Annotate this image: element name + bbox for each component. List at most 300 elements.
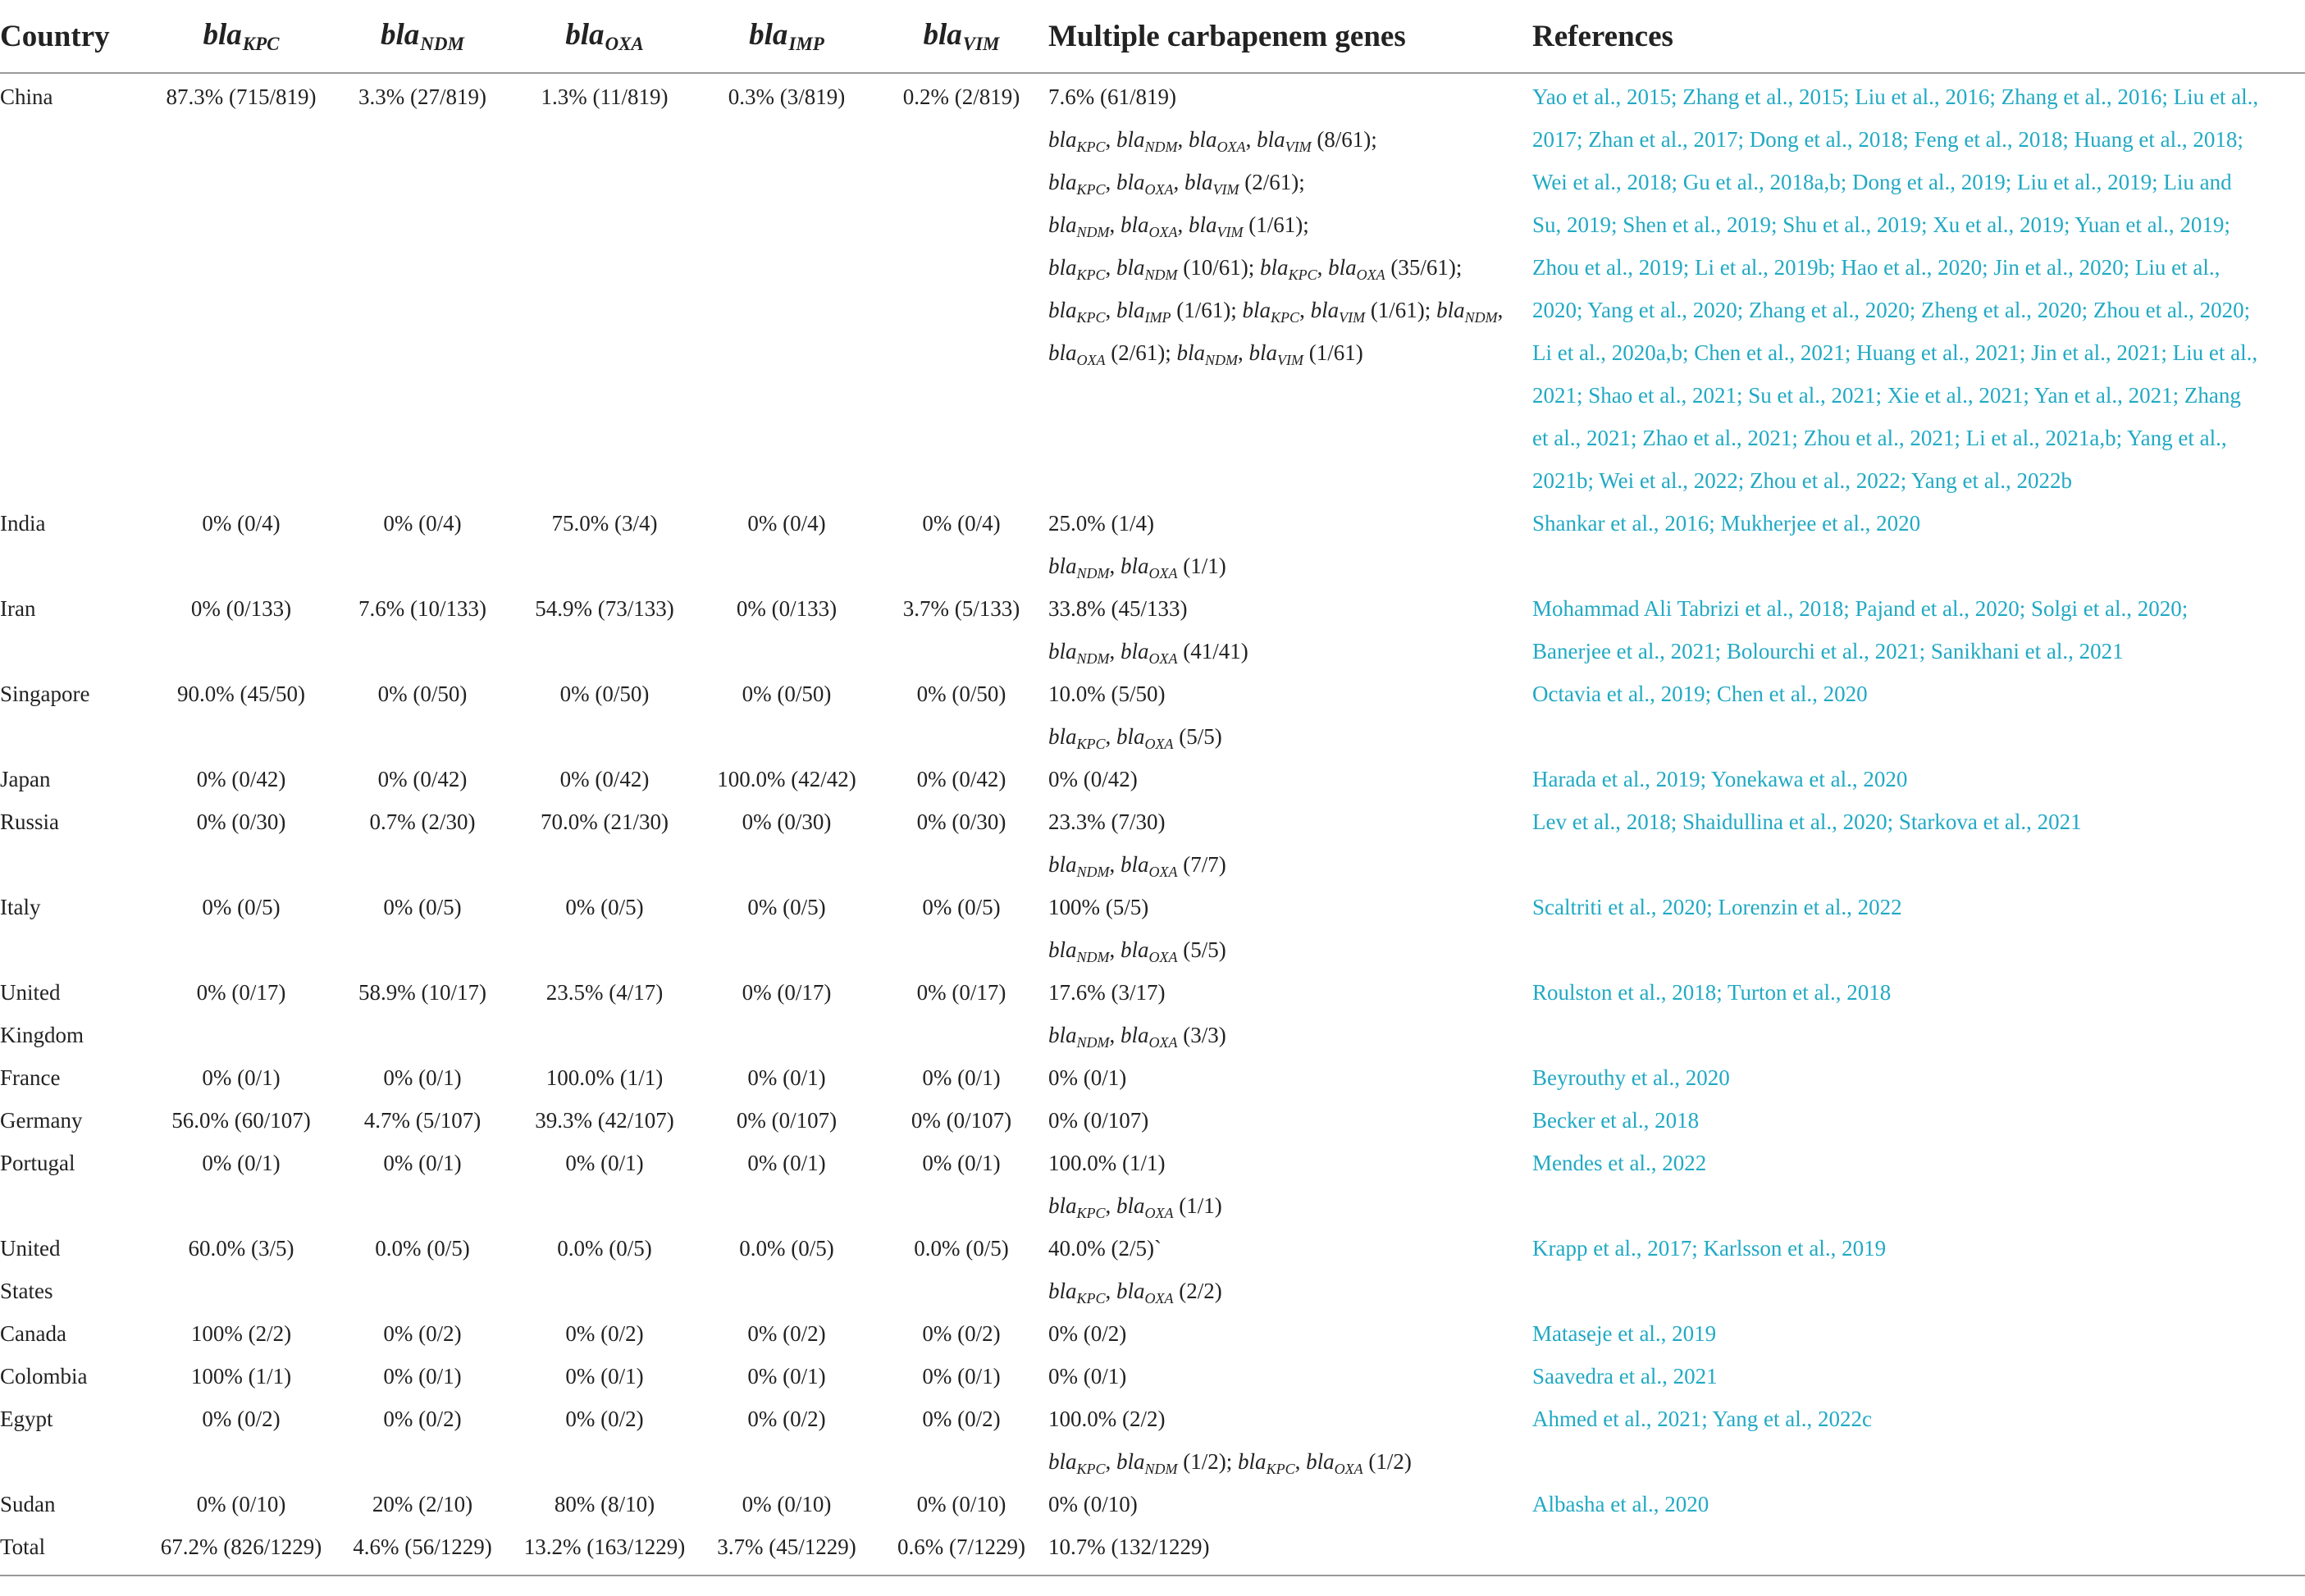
reference-link-line[interactable]: Mohammad Ali Tabrizi et al., 2018; Pajand et al., 2020; Solgi et al., 2020; xyxy=(1532,596,2189,621)
gene-subscript: VIM xyxy=(1216,224,1244,240)
country-name-line: United xyxy=(0,980,61,1005)
gene-name xyxy=(1238,1449,1295,1477)
bla-oxa-value: 23.5% (4/17) xyxy=(545,980,664,1005)
gene-combination-line xyxy=(1048,1014,1532,1056)
combo-separator-text: , xyxy=(1105,127,1117,152)
gene-combination-line xyxy=(1048,545,1532,587)
country-cell xyxy=(0,1099,148,1142)
gene-combination-line xyxy=(1048,1270,1532,1312)
bla-ndm-value: 0% (0/2) xyxy=(383,1407,462,1431)
bla-ndm-value: 0.0% (0/5) xyxy=(375,1236,470,1261)
gene-subscript: NDM xyxy=(1076,949,1110,965)
reference-link-line[interactable]: Albasha et al., 2020 xyxy=(1532,1492,1709,1516)
bla-vim-value: 0% (0/10) xyxy=(916,1492,1006,1516)
gene-prefix: bla xyxy=(1306,1449,1335,1474)
multiple-genes-summary: 0% (0/1) xyxy=(1048,1364,1127,1389)
country-name-line: Portugal xyxy=(0,1151,75,1175)
references-cell xyxy=(1532,758,2305,800)
combo-separator-text: , xyxy=(1177,127,1189,152)
multiple-genes-summary: 100% (5/5) xyxy=(1048,895,1149,919)
reference-link-line[interactable]: Octavia et al., 2019; Chen et al., 2020 xyxy=(1532,682,1868,706)
gene-subscript: VIM xyxy=(1339,309,1366,326)
combo-separator-text: (2/61); xyxy=(1239,170,1305,194)
bla-vim-value: 0% (0/50) xyxy=(916,682,1006,706)
combo-separator-text: , xyxy=(1105,1193,1117,1218)
bla-kpc-value: 100% (1/1) xyxy=(190,1364,292,1389)
reference-link-line[interactable]: Ahmed et al., 2021; Yang et al., 2022c xyxy=(1532,1407,1872,1431)
multiple-genes-cell xyxy=(1048,1525,1532,1575)
references-cell xyxy=(1532,971,2305,1056)
multiple-genes-summary: 0% (0/2) xyxy=(1048,1321,1127,1346)
gene-prefix: bla xyxy=(1116,1193,1145,1218)
gene-subscript: NDM xyxy=(1144,139,1178,155)
country-cell xyxy=(0,1398,148,1483)
reference-link-line[interactable]: Scaltriti et al., 2020; Lorenzin et al., 2022 xyxy=(1532,895,1902,919)
multiple-genes-summary: 0% (0/10) xyxy=(1048,1492,1138,1516)
multiple-genes-summary: 7.6% (61/819) xyxy=(1048,84,1176,109)
combo-separator-text: , xyxy=(1105,298,1117,322)
header-bla-kpc: blaKPC xyxy=(148,0,335,73)
bla-imp-value: 0.0% (0/5) xyxy=(739,1236,834,1261)
multiple-genes-summary: 33.8% (45/133) xyxy=(1048,596,1188,621)
gene-subscript: OXA xyxy=(1076,352,1106,368)
combo-separator-text: (7/7) xyxy=(1177,852,1226,877)
gene-subscript: OXA xyxy=(1148,1034,1178,1051)
gene-prefix: bla xyxy=(1257,127,1285,152)
multiple-genes-summary: 10.7% (132/1229) xyxy=(1048,1534,1210,1559)
bla-ndm-value: 0% (0/1) xyxy=(383,1364,462,1389)
table-row xyxy=(0,1398,2305,1483)
bla-kpc-value: 0% (0/42) xyxy=(196,767,286,791)
gene-prefix: bla xyxy=(1048,170,1077,194)
multiple-genes-cell xyxy=(1048,1483,1532,1525)
gene-name xyxy=(1328,255,1385,283)
gene-prefix: bla xyxy=(1048,1449,1077,1474)
table-body xyxy=(0,73,2305,1575)
gene-subscript: NDM xyxy=(1144,267,1178,283)
country-cell xyxy=(0,73,148,502)
combo-separator-text: , xyxy=(1299,298,1311,322)
gene-subscript: VIM xyxy=(1212,181,1239,198)
gene-prefix: bla xyxy=(1048,212,1077,237)
combo-separator-text: (5/5) xyxy=(1173,724,1222,749)
country-cell xyxy=(0,502,148,587)
gene-name xyxy=(1436,298,1498,326)
country-name-line: Canada xyxy=(0,1321,66,1346)
header-bla-oxa: blaOXA xyxy=(510,0,699,73)
bla-kpc-value: 0% (0/17) xyxy=(196,980,286,1005)
country-cell xyxy=(0,886,148,971)
combo-separator-text: (41/41) xyxy=(1177,639,1248,663)
multiple-genes-summary: 23.3% (7/30) xyxy=(1048,809,1166,834)
reference-link-line[interactable]: 2021b; Wei et al., 2022; Zhou et al., 2022; Yang et al., 2022b xyxy=(1532,468,2073,493)
table-row xyxy=(0,1099,2305,1142)
reference-link-line[interactable]: Krapp et al., 2017; Karlsson et al., 2019 xyxy=(1532,1236,1887,1261)
references-cell xyxy=(1532,1142,2305,1227)
bla-vim-value: 0% (0/107) xyxy=(911,1108,1012,1133)
combo-separator-text: (3/3) xyxy=(1177,1023,1226,1047)
bla-oxa-value: 39.3% (42/107) xyxy=(535,1108,674,1133)
reference-link-line[interactable]: Shankar et al., 2016; Mukherjee et al., 2020 xyxy=(1532,511,1921,536)
gene-prefix: bla xyxy=(1184,170,1213,194)
bla-vim-value: 0% (0/5) xyxy=(922,895,1001,919)
bla-kpc-value: 67.2% (826/1229) xyxy=(148,1525,335,1575)
bla-imp-value: 100.0% (42/42) xyxy=(717,767,856,791)
bla-ndm-value: 58.9% (10/17) xyxy=(358,980,486,1005)
gene-subscript: VIM xyxy=(1285,139,1312,155)
combo-separator-text: (35/61); xyxy=(1385,255,1463,280)
bla-oxa-value: 0% (0/1) xyxy=(565,1151,644,1175)
gene-subscript: KPC xyxy=(1076,181,1106,198)
references-cell xyxy=(1532,1483,2305,1525)
reference-link-line[interactable]: Saavedra et al., 2021 xyxy=(1532,1364,1718,1389)
gene-name xyxy=(1048,724,1106,752)
combo-separator-text: , xyxy=(1105,1279,1117,1303)
bla-kpc-value: 0% (0/4) xyxy=(202,511,281,536)
gene-prefix: bla xyxy=(1048,937,1077,962)
gene-prefix: bla xyxy=(1116,255,1145,280)
reference-link-line[interactable]: Roulston et al., 2018; Turton et al., 2018 xyxy=(1532,980,1892,1005)
country-name-line: United xyxy=(0,1236,61,1261)
bla-kpc-value: 0% (0/10) xyxy=(196,1492,286,1516)
reference-link-line[interactable]: Zhou et al., 2019; Li et al., 2019b; Hao et al., 2020; Jin et al., 2020; Liu et al., xyxy=(1532,255,2221,280)
references-cell xyxy=(1532,886,2305,971)
gene-prefix: bla xyxy=(1048,340,1077,365)
gene-prefix: bla xyxy=(1121,937,1149,962)
country-name-line: Singapore xyxy=(0,682,90,706)
gene-combination-line xyxy=(1048,161,1532,203)
bla-vim-value: 0.2% (2/819) xyxy=(902,84,1020,109)
reference-link-line[interactable]: Beyrouthy et al., 2020 xyxy=(1532,1065,1730,1090)
gene-subscript: KPC xyxy=(1076,267,1106,283)
gene-name xyxy=(1048,255,1106,283)
bla-oxa-value: 0% (0/5) xyxy=(565,895,644,919)
gene-prefix: bla xyxy=(1048,255,1077,280)
gene-name xyxy=(1048,1449,1106,1477)
gene-name xyxy=(1116,298,1171,326)
gene-name xyxy=(1121,639,1178,667)
gene-prefix: bla xyxy=(1248,340,1278,365)
gene-name xyxy=(1116,127,1178,155)
gene-subscript: NDM xyxy=(1205,352,1239,368)
multiple-genes-cell xyxy=(1048,1227,1532,1312)
combo-separator-text: (1/1) xyxy=(1173,1193,1222,1218)
combo-separator-text: , xyxy=(1105,724,1117,749)
bla-oxa-value: 54.9% (73/133) xyxy=(535,596,674,621)
bla-imp-value: 0% (0/1) xyxy=(747,1065,826,1090)
country-cell xyxy=(0,1227,148,1312)
bla-imp-value: 0% (0/133) xyxy=(736,596,838,621)
gene-prefix: bla xyxy=(1048,1193,1077,1218)
multiple-genes-cell xyxy=(1048,758,1532,800)
gene-name xyxy=(1189,127,1246,155)
reference-link-line[interactable]: Wei et al., 2018; Gu et al., 2018a,b; Dong et al., 2019; Liu et al., 2019; Liu and xyxy=(1532,170,2232,194)
gene-name xyxy=(1048,127,1106,155)
reference-link-line[interactable]: Yao et al., 2015; Zhang et al., 2015; Liu et al., 2016; Zhang et al., 2016; Liu et al., xyxy=(1532,84,2259,109)
combo-separator-text: , xyxy=(1238,340,1249,365)
gene-subscript: NDM xyxy=(1076,565,1110,581)
reference-link-line[interactable]: 2021; Shao et al., 2021; Su et al., 2021; Xie et al., 2021; Yan et al., 2021; Zhang xyxy=(1532,383,2241,408)
gene-name xyxy=(1116,724,1174,752)
bla-imp-value: 0% (0/2) xyxy=(747,1407,826,1431)
country-cell xyxy=(0,971,148,1056)
bla-vim-value: 0% (0/4) xyxy=(922,511,1001,536)
bla-oxa-value: 0% (0/50) xyxy=(559,682,650,706)
references-cell xyxy=(1532,1398,2305,1483)
combo-separator-text: , xyxy=(1109,1023,1121,1047)
gene-subscript: KPC xyxy=(1076,1461,1106,1477)
gene-subscript: OXA xyxy=(1356,267,1385,283)
header-row xyxy=(0,0,2305,73)
gene-prefix: bla xyxy=(1436,298,1465,322)
country-cell xyxy=(0,800,148,886)
header-bla-imp: blaIMP xyxy=(699,0,874,73)
country-name-line: Japan xyxy=(0,767,51,791)
bla-vim-value: 0% (0/1) xyxy=(922,1065,1001,1090)
gene-combination-line xyxy=(1048,1184,1532,1227)
country-name-line: States xyxy=(0,1279,53,1303)
bla-imp-value: 3.7% (45/1229) xyxy=(699,1525,874,1575)
gene-name xyxy=(1260,255,1317,283)
country-cell xyxy=(0,758,148,800)
bla-ndm-value: 0.7% (2/30) xyxy=(369,809,476,834)
gene-name xyxy=(1116,1193,1174,1221)
references-cell xyxy=(1532,800,2305,886)
combo-separator-text: , xyxy=(1109,852,1121,877)
multiple-genes-cell xyxy=(1048,673,1532,758)
gene-name xyxy=(1048,1193,1106,1221)
gene-prefix: bla xyxy=(1189,212,1217,237)
table-row xyxy=(0,886,2305,971)
gene-subscript: OXA xyxy=(1148,864,1178,880)
bla-kpc-value: 0% (0/30) xyxy=(196,809,286,834)
country-cell xyxy=(0,1056,148,1099)
table-row xyxy=(0,800,2305,886)
bla-ndm-value: 4.7% (5/107) xyxy=(363,1108,482,1133)
reference-link-line[interactable]: Becker et al., 2018 xyxy=(1532,1108,1700,1133)
gene-subscript: VIM xyxy=(1277,352,1304,368)
reference-link-line[interactable]: Mataseje et al., 2019 xyxy=(1532,1321,1717,1346)
gene-prefix: bla xyxy=(1048,298,1077,322)
gene-name xyxy=(1176,340,1239,368)
gene-combination-line xyxy=(1048,289,1532,331)
gene-subscript: KPC xyxy=(1076,1205,1106,1221)
reference-link-line[interactable]: Li et al., 2020a,b; Chen et al., 2021; Huang et al., 2021; Jin et al., 2021; Liu et al., xyxy=(1532,340,2258,365)
gene-subscript: NDM xyxy=(1076,650,1110,667)
gene-prefix: bla xyxy=(1116,298,1145,322)
country-cell xyxy=(0,1312,148,1355)
gene-prefix: bla xyxy=(1238,1449,1267,1474)
gene-name xyxy=(1116,255,1178,283)
gene-prefix: bla xyxy=(1121,212,1149,237)
bla-kpc-value: 60.0% (3/5) xyxy=(188,1236,294,1261)
gene-subscript: KPC xyxy=(1288,267,1317,283)
combo-separator-text: , xyxy=(1109,937,1121,962)
gene-name xyxy=(1116,170,1174,198)
gene-prefix: bla xyxy=(1116,724,1145,749)
bla-oxa-value: 0% (0/42) xyxy=(559,767,650,791)
gene-name xyxy=(1048,639,1110,667)
gene-name xyxy=(1048,554,1110,581)
combo-separator-text: , xyxy=(1177,212,1189,237)
combo-separator-text: (1/61); xyxy=(1171,298,1243,322)
bla-kpc-value: 0% (0/1) xyxy=(202,1065,281,1090)
gene-prefix: bla xyxy=(1260,255,1289,280)
gene-subscript: OXA xyxy=(1144,736,1174,752)
gene-prefix: bla xyxy=(1116,127,1145,152)
references-cell xyxy=(1532,587,2305,673)
gene-subscript: OXA xyxy=(1148,565,1178,581)
gene-subscript: KPC xyxy=(1076,1290,1106,1306)
gene-name xyxy=(1306,1449,1363,1477)
bla-imp-value: 0% (0/5) xyxy=(747,895,826,919)
combo-separator-text: , xyxy=(1109,639,1121,663)
gene-combination-line xyxy=(1048,118,1532,161)
bla-vim-value: 0% (0/42) xyxy=(916,767,1006,791)
country-name-line: Egypt xyxy=(0,1407,53,1431)
gene-subscript: NDM xyxy=(1076,224,1110,240)
bla-ndm-value: 0% (0/50) xyxy=(377,682,468,706)
country-name-line: France xyxy=(0,1065,61,1090)
table-row xyxy=(0,971,2305,1056)
combo-separator-text: (1/61) xyxy=(1303,340,1363,365)
gene-prefix: bla xyxy=(1121,639,1149,663)
multiple-genes-cell xyxy=(1048,1099,1532,1142)
bla-ndm-value: 7.6% (10/133) xyxy=(358,596,486,621)
combo-separator-text: (1/61); xyxy=(1365,298,1437,322)
gene-prefix: bla xyxy=(1242,298,1271,322)
bla-imp-value: 0% (0/17) xyxy=(742,980,832,1005)
reference-link-line[interactable]: 2020; Yang et al., 2020; Zhang et al., 2020; Zheng et al., 2020; Zhou et al., 2020; xyxy=(1532,298,2251,322)
gene-subscript: KPC xyxy=(1271,309,1300,326)
gene-subscript: KPC xyxy=(1076,736,1106,752)
gene-name xyxy=(1048,1023,1110,1051)
bla-vim-value: 0% (0/17) xyxy=(916,980,1006,1005)
country-name-line: Sudan xyxy=(0,1492,56,1516)
gene-name xyxy=(1048,340,1106,368)
gene-prefix: bla xyxy=(1328,255,1357,280)
references-cell xyxy=(1532,1056,2305,1099)
combo-separator-text: , xyxy=(1245,127,1257,152)
combo-separator-text: , xyxy=(1105,170,1117,194)
bla-oxa-value: 75.0% (3/4) xyxy=(551,511,658,536)
gene-prefix: bla xyxy=(1189,127,1217,152)
gene-subscript: NDM xyxy=(1076,1034,1110,1051)
multiple-genes-cell xyxy=(1048,971,1532,1056)
gene-name xyxy=(1048,937,1110,965)
gene-subscript: OXA xyxy=(1216,139,1246,155)
gene-name xyxy=(1048,852,1110,880)
combo-separator-text: (5/5) xyxy=(1177,937,1226,962)
gene-name xyxy=(1121,852,1178,880)
combo-separator-text: (1/2) xyxy=(1362,1449,1412,1474)
gene-subscript: OXA xyxy=(1144,181,1174,198)
gene-combination-line xyxy=(1048,928,1532,971)
table-row xyxy=(0,1056,2305,1099)
references-cell xyxy=(1532,1312,2305,1355)
bla-ndm-value: 0% (0/1) xyxy=(383,1151,462,1175)
reference-link-line[interactable]: 2017; Zhan et al., 2017; Dong et al., 2018; Feng et al., 2018; Huang et al., 2018; xyxy=(1532,127,2243,152)
gene-combination-line xyxy=(1048,203,1532,246)
multiple-genes-cell xyxy=(1048,1398,1532,1483)
gene-prefix: bla xyxy=(1048,852,1077,877)
bla-imp-value: 0% (0/2) xyxy=(747,1321,826,1346)
header-bla-ndm: blaNDM xyxy=(335,0,510,73)
gene-prefix: bla xyxy=(1048,1023,1077,1047)
gene-combination-line xyxy=(1048,246,1532,289)
gene-prefix: bla xyxy=(1121,554,1149,578)
gene-subscript: OXA xyxy=(1148,949,1178,965)
gene-name xyxy=(1189,212,1244,240)
table-row xyxy=(0,587,2305,673)
reference-link-line[interactable]: et al., 2021; Zhao et al., 2021; Zhou et al., 2021; Li et al., 2021a,b; Yang et al., xyxy=(1532,426,2227,450)
multiple-genes-cell xyxy=(1048,73,1532,502)
references-cell xyxy=(1532,1355,2305,1398)
bla-kpc-value: 56.0% (60/107) xyxy=(171,1108,311,1133)
bla-vim-value: 3.7% (5/133) xyxy=(902,596,1020,621)
multiple-genes-summary: 0% (0/1) xyxy=(1048,1065,1127,1090)
gene-subscript: OXA xyxy=(1148,224,1178,240)
bla-imp-value: 0% (0/30) xyxy=(742,809,832,834)
gene-name xyxy=(1248,340,1304,368)
reference-link-line[interactable]: Lev et al., 2018; Shaidullina et al., 2020; Starkova et al., 2021 xyxy=(1532,809,2082,834)
country-name-line: Italy xyxy=(0,895,41,919)
gene-prefix: bla xyxy=(1116,1279,1145,1303)
multiple-genes-cell xyxy=(1048,1312,1532,1355)
gene-name xyxy=(1048,1279,1106,1306)
bla-vim-value: 0% (0/2) xyxy=(922,1321,1001,1346)
reference-link-line[interactable]: Su, 2019; Shen et al., 2019; Shu et al., 2019; Xu et al., 2019; Yuan et al., 2019; xyxy=(1532,212,2230,237)
references-cell xyxy=(1532,1525,2305,1575)
bla-kpc-value: 90.0% (45/50) xyxy=(177,682,305,706)
bla-vim-value: 0% (0/30) xyxy=(916,809,1006,834)
country-name-line: China xyxy=(0,84,53,109)
references-cell xyxy=(1532,1227,2305,1312)
bla-oxa-value: 70.0% (21/30) xyxy=(541,809,669,834)
multiple-genes-cell xyxy=(1048,886,1532,971)
bla-ndm-value: 0% (0/5) xyxy=(383,895,462,919)
gene-combination-line xyxy=(1048,1440,1532,1483)
bla-oxa-value: 0% (0/2) xyxy=(565,1407,644,1431)
bla-vim-value: 0% (0/2) xyxy=(922,1407,1001,1431)
bla-oxa-value: 0% (0/1) xyxy=(565,1364,644,1389)
table-row xyxy=(0,1355,2305,1398)
country-name-line: Russia xyxy=(0,809,60,834)
combo-separator-text: , xyxy=(1173,170,1185,194)
gene-subscript: OXA xyxy=(1144,1205,1174,1221)
table-row xyxy=(0,1483,2305,1525)
gene-subscript: KPC xyxy=(1076,309,1106,326)
gene-combination-line xyxy=(1048,715,1532,758)
bla-ndm-value: 20% (2/10) xyxy=(372,1492,473,1516)
gene-subscript: NDM xyxy=(1464,309,1498,326)
gene-name xyxy=(1121,554,1178,581)
bla-imp-value: 0% (0/1) xyxy=(747,1151,826,1175)
reference-link-line[interactable]: Harada et al., 2019; Yonekawa et al., 2020 xyxy=(1532,767,1908,791)
bla-ndm-value: 0% (0/2) xyxy=(383,1321,462,1346)
multiple-genes-summary: 100.0% (2/2) xyxy=(1048,1407,1166,1431)
reference-link-line[interactable]: Banerjee et al., 2021; Bolourchi et al., 2021; Sanikhani et al., 2021 xyxy=(1532,639,2124,663)
gene-name xyxy=(1121,1023,1178,1051)
multiple-genes-cell xyxy=(1048,502,1532,587)
table-row xyxy=(0,1227,2305,1312)
gene-prefix: bla xyxy=(1310,298,1340,322)
reference-link-line[interactable]: Mendes et al., 2022 xyxy=(1532,1151,1707,1175)
gene-prefix: bla xyxy=(1048,554,1077,578)
bla-oxa-value: 100.0% (1/1) xyxy=(545,1065,664,1090)
multiple-genes-summary: 0% (0/107) xyxy=(1048,1108,1149,1133)
table-row xyxy=(0,1312,2305,1355)
